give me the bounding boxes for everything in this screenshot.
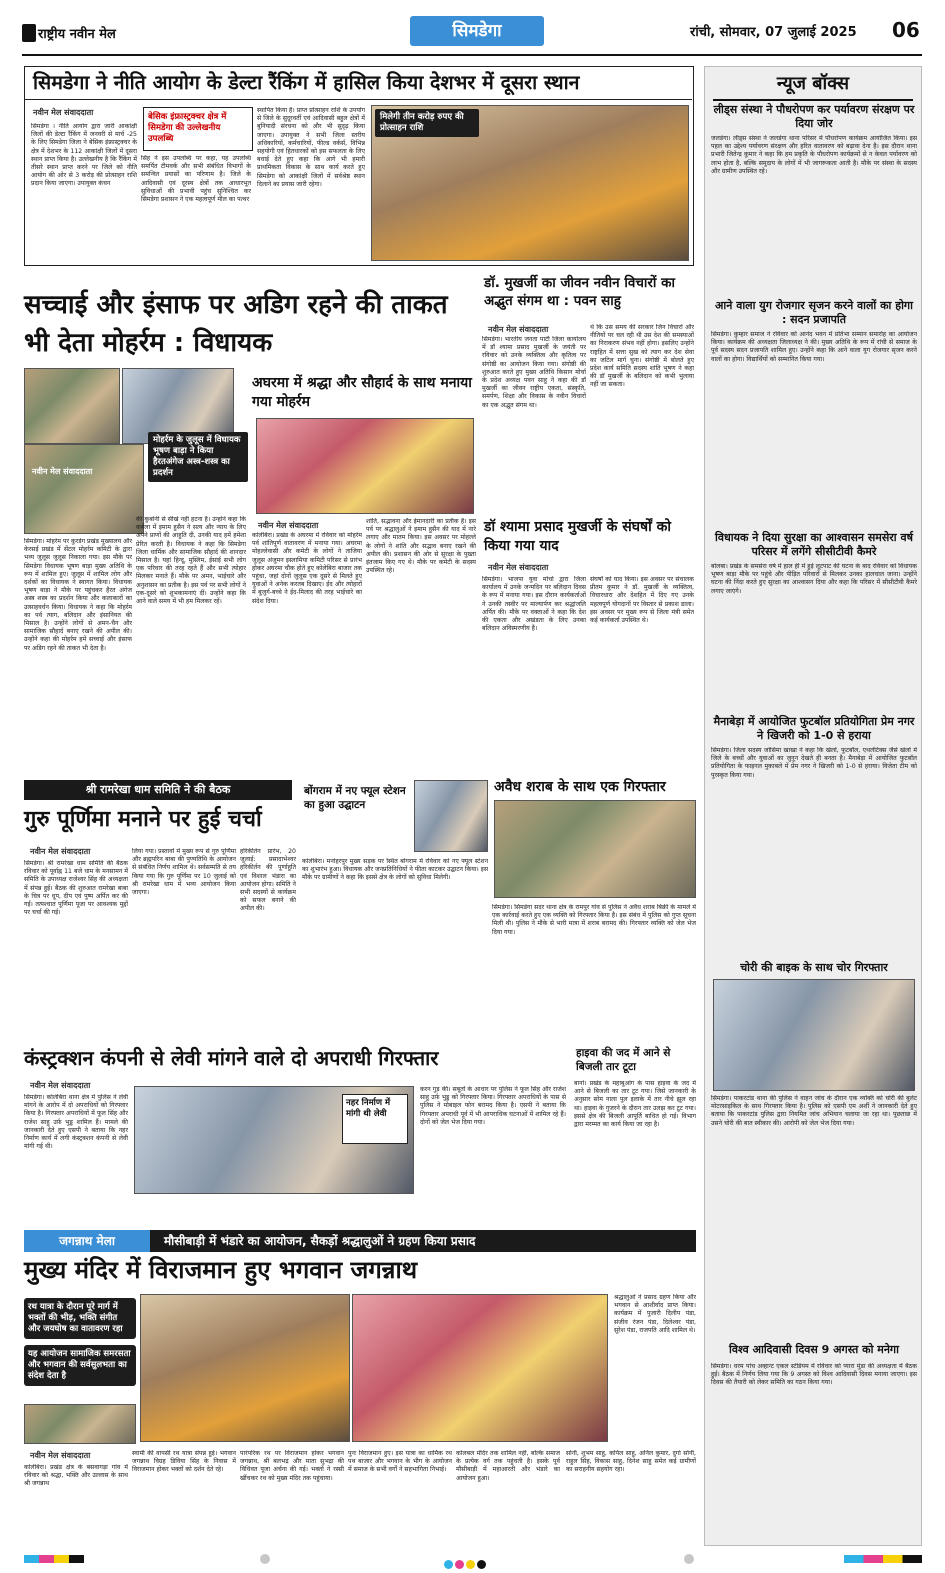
muharram-sub-text2: शांति, सद्भावना और ईमानदारी का प्रतीक है। इस पर्व पर श्रद्धालुओं ने इमाम हुसैन की याद में नारे लगाए और मातम किया। इस अवसर पर मोहल्ले के लोगों ने शांति और सद्भाव बनाए रखने की अपील की। प्रशासन की ओर से सुरक्षा के पुख्ता इंतजाम किए गए थे। मौके पर कमेटी के सदस्य उपस्थित रहे। — [366, 518, 476, 575]
news-item-1-title: लीड्स संस्था ने पौधरोपण कर पर्यावरण संरक्षण पर दिया जोर — [713, 103, 915, 130]
jagannath-text1: कोलेबिरा। प्रखंड क्षेत्र के बसवागड़ा गांव में रविवार को श्रद्धा, भक्ति और उल्लास के साथ श्री जगन्नाथ — [24, 1464, 128, 1488]
jagannath-text4: पुनः विराजमान हुए। इस यात्रा का धार्मिक रथ पथ बाजार और भगवान के भीग के आयोजन में समाज के सभी वर्गों ने सहभागिता निभाई। — [348, 1450, 452, 1474]
jagannath-bar — [24, 1230, 696, 1252]
hywa-text: बानो। प्रखंड के महाबुआंग के पास हाइवा के जद में आने से बिजली का तार टूट गया। जिसे जानकारी के अनुसार सोम नाला पुल इलाके में तार नीचे झूल रहा था। हाइवा के गुजरने के दौरान तार उलझ कर टूट गया। इससे क्षेत्र की बिजली आपूर्ति बाधित हो गई। विभाग द्वारा मरम्मत का कार्य किया जा रहा है। — [574, 1080, 696, 1129]
cyan-dot — [444, 1560, 453, 1569]
liquor-photo — [494, 800, 696, 898]
guru-strip-text: श्री रामरेखा धाम समिति ने की बैठक — [85, 783, 231, 796]
news-item-4-title: मैनाबेड़ा में आयोजित फुटबॉल प्रतियोगिता प्रेम नगर ने खिजरी को 1-0 से हराया — [713, 715, 915, 742]
jagannath-photo-devotees — [352, 1294, 608, 1442]
levy-photo-caption — [342, 1094, 408, 1144]
color-bar-right — [844, 1555, 922, 1563]
registration-dot-right — [684, 1554, 694, 1564]
jagannath-bullet-2 — [24, 1345, 136, 1386]
news-box-title: न्यूज बॉक्स — [713, 67, 913, 101]
masthead-rule — [22, 54, 922, 56]
lead-headline-rule — [25, 99, 692, 100]
levy-byline: नवीन मेल संवाददाता — [30, 1081, 91, 1090]
news-item-5-text: सिमडेगा। पाकरटांड थाना की पुलिस ने वाहन जांच के दौरान एक व्यक्ति को चोरी की बुलेट मोटरसाइकिल के साथ गिरफ्तार किया है। पुलिस को एसपी एम अर्शी ने जानकारी देते हुए बताया कि पाकरटांड पुलिस द्वारा नियमित जांच अभियान चलाया जा रहा था। पूछताछ में उसने चोरी की बात स्वीकार की। आरोपी को जेल भेज दिया गया। — [711, 1095, 917, 1127]
guru-byline: नवीन मेल संवाददाता — [30, 847, 91, 856]
muharram-sub-photo — [256, 418, 474, 514]
jagannath-label — [24, 1230, 150, 1252]
news-item-5-photo — [713, 979, 915, 1091]
levy-text2: करन गुड़ की। सबूतों के आधार पर पुलिस ने फूल सिंह और राजेश साहु उर्फ़ भुड्ड को गिरफ्तार किया। गिरफ्तार अपराधियों के पास से पुलिस ने मोबाइल फोन बरामद किया है। एसपी ने बताया कि गिरफ्तार अपराधी पूर्व में भी आपराधिक घटनाओं में शामिल रहे हैं। दोनों को जेल भेज दिया गया। — [420, 1086, 566, 1126]
section-tab — [410, 16, 544, 46]
mukherjee2-text1: सिमडेगा। भाजपा युवा मोर्चा द्वारा जिला कार्यालय में उनके जन्मदिन पर बलिदान दिवस के रूप में मनाया गया। इस दौरान कार्यकर्ताओं ने उनकी तस्वीर पर माल्यार्पण कर श्रद्धांजलि अर्पित की। मौके पर वक्ताओं ने कहा कि देश की एकता और अखंडता के लिए उनका बलिदान अविस्मरणीय है। — [482, 576, 586, 633]
bongram-photo — [414, 780, 488, 852]
magenta-dot — [455, 1560, 464, 1569]
mukherjee2-headline: डॉ श्यामा प्रसाद मुखर्जी के संघर्षों को किया गया याद — [484, 519, 671, 554]
section-title: सिमडेगा — [452, 21, 502, 41]
guru-text3: हरिकीर्तन प्रारंभ, 20 जुलाई: प्रसादाभेश्वर हरिकीर्तन की पूर्णाहुति एवं विशाल भंडारा का आयोजन होगा। समिति ने सभी सदस्यों से कार्यक्रम को सफल बनाने की अपील की। — [240, 848, 296, 913]
jagannath-photo-chariot — [140, 1294, 350, 1442]
jagannath-headline: मुख्य मंदिर में विराजमान हुए भगवान जगन्नाथ — [24, 1256, 418, 1284]
news-item-6-title: विश्व आदिवासी दिवस 9 अगस्त को मनेगा — [729, 1343, 899, 1356]
news-box — [704, 66, 922, 1546]
levy-photo-caption-text: नहर निर्माण में मांगी थी लेवी — [346, 1098, 391, 1119]
guru-text1: सिमडेगा। श्री रामरेखा धाम समिति की बैठक रविवार को पूर्वाह्न 11 बजे धाम के मनसामन में समिति के उपाध्यक्ष राजेश्वर सिंह की अध्यक्षता में संपन्न हुई। बैठक की शुरुआत रामरेखा बाबा के चित्र पर धूप, दीप एवं पुष्प अर्पित कर की गई। तत्पश्चात पूर्णिमा पूजा पर आवश्यक मुद्दों पर चर्चा की गई। — [24, 860, 128, 917]
jagannath-text7: सोनी, शुभम साहु, कपिल साहु, अनिल कुमार, दुर्गा सोनी, राहुल सिंह, विकास साहु, दिनेश साहु समेत कई ग्रामीणों का सराहनीय सहयोग रहा। — [566, 1450, 696, 1474]
jagannath-photo-people — [24, 1404, 136, 1444]
guru-strip — [24, 780, 292, 800]
jagannath-kicker: मौसीबाड़ी में भंडारे का आयोजन, सैकड़ों श्रद्धालुओं ने ग्रहण किया प्रसाद — [164, 1234, 476, 1248]
dateline: रांची, सोमवार, 07 जुलाई 2025 — [690, 25, 857, 40]
guru-text2: लिया गया। प्रस्तावों में मुख्य रूप से गुरु पूर्णिमा और ब्रह्मपरिन बाबा की पुण्यतिथि के आयोजन से संबंधित निर्णय शामिल थे। सर्वसम्मति से तय किया गया कि गुरु पूर्णिमा पर 10 जुलाई को श्री रामरेखा धाम में भव्य आयोजन किया जाएगा। — [132, 848, 236, 897]
muharram-sub-headline: अघरमा में श्रद्धा और सौहार्द के साथ मनाया गया मोहर्रम — [252, 375, 472, 410]
bongram-text: कोलेबिरा। मनोहरपुर मुख्य सड़क पर स्थित बोंगराम में रविवार को नए फ्यूल स्टेशन का शुभारंभ हुआ। विधायक और जनप्रतिनिधियों ने फीता काटकर उद्घाटन किया। इस मौके पर ग्रामीणों ने कहा कि इससे क्षेत्र के लोगों को सुविधा मिलेगी। — [302, 858, 488, 882]
muharram-sub-text1: कोलेबिरा। प्रखंड के अघरमा में रविवार को मोहर्रम पर्व शांतिपूर्ण वातावरण में मनाया गया। अघरमा मोहल्लेवासी और कमेटी के लोगों ने ताजिया जुलूस अंजुमन इस्लामिया कमिटी परिसर से प्रारंभ होकर अघरमा चौक होते हुए कोलेबिरा बाजार तक पहुंचा, जहां दोनों जुलूस एक दूसरे से मिलते हुए युवाओं ने अनेक करतब दिखाए। ईद और त्योहारों में बुजुर्ग-बच्चे ने ईद-मिलाद की तरह भाईचारे का संदेश दिया। — [252, 532, 362, 605]
mukherjee-byline: नवीन मेल संवाददाता — [488, 325, 549, 334]
jagannath-text6: श्रद्धालुओं ने प्रसाद ग्रहण किया और भगवान से आशीर्वाद प्राप्त किया। कार्यक्रम में पुजारी दिलीप पंडा, संजीव रंजन पंडा, दिलेश्वर पंडा, सुरेश पंडा, राजपति आदि शामिल थे। — [614, 1294, 696, 1334]
levy-headline: कंस्ट्रक्शन कंपनी से लेवी मांगने वाले दो अपराधी गिरफ्तार — [24, 1046, 439, 1070]
news-item-2-title: आने वाला युग रोजगार सृजन करने वालों का होगा : सदन प्रजापति — [715, 299, 913, 326]
liquor-headline: अवैध शराब के साथ एक गिरफ्तार — [494, 779, 666, 795]
lead-photo-caption: मिलेगी तीन करोड़ रुपए की प्रोत्साहन राशि — [375, 109, 479, 137]
lead-col2: सिंह ने इस उपलब्धि पर कहा, यह उपलब्धि समर्पित टीमवर्क और सभी संबंधित विभागों के समन्वित प्रयासों का परिणाम है। जिले के आदिवासी एवं दूरस्थ क्षेत्रों तक आधारभूत सुविधाओं की प्रभावी पहुंच सुनिश्चित कर सिमडेगा प्रशासन ने एक महत्वपूर्ण मील का पत्थर — [141, 155, 251, 204]
page-number: 06 — [892, 18, 920, 42]
mukherjee-text2: थे कि उस समय की सरकार जिन विचारों और नीतियों पर चल रही थी उस देश की समस्याओं का निराकरण संभव नहीं होगा। इसलिए उन्होंने राष्ट्रहित में सत्ता सुख को त्याग कर देश सेवा का जटिल मार्ग चुना। संगोष्ठी में बोलते हुए प्रदेश कार्य समिति सदस्य शांति भूषण ने कहा की डॉ मुखर्जी के बलिदान को कभी भुलाया नहीं जा सकता। — [590, 324, 694, 389]
jagannath-text5: कोलबल मंदिर तक शामिल नहीं, बल्कि समाज के प्रत्येक वर्ग तक पहुंचती है। इसके पूर्व मौसीबाड़ी में महाआरती और भंडारे का आयोजन हुआ। — [456, 1450, 560, 1482]
news-item-6-text: सिमडेगा। धरम पांच अव्हान्ट एकल स्टेडियम में रविवार को प्यारा मुंडा की अध्यक्षता में बैठक हुई। बैठक में निर्णय लिया गया कि 9 अगस्त को विश्व आदिवासी दिवस मनाया जाएगा। इस दिवस की तैयारी को लेकर समिति का गठन किया गया। — [711, 1363, 917, 1387]
jagannath-bullet-1-text: रथ यात्रा के दौरान पूरे मार्ग में भक्तों की भीड़, भक्ति संगीत और जयघोष का वातावरण रहा — [28, 1302, 123, 1334]
yellow-dot — [466, 1560, 475, 1569]
jagannath-label-text: जगन्नाथ मेला — [59, 1234, 115, 1248]
lead-story — [24, 66, 694, 266]
mukherjee2-text2: संघर्षों को याद किया। इस अवसर पर संचालक प्रीतम कुमार ने डॉ. मुखर्जी के व्यक्तित्व, विचारधारा और देशहित में दिए गए उनके महत्वपूर्ण योगदानों पर विस्तार से प्रकाश डाला। इस अवसर पर मुख्य रूप से जिला मंत्री समेत कई कार्यकर्ता उपस्थित थे। — [590, 576, 694, 625]
paper-logo-mark — [22, 24, 36, 42]
guru-headline: गुरु पूर्णिमा मनाने पर हुई चर्चा — [24, 807, 262, 832]
jagannath-bullets — [24, 1298, 136, 1386]
masthead — [22, 10, 922, 60]
news-item-1-text: जलडेगा। लीड्स संस्था ने जलडेगा थाना परिसर में पौधरोपण कार्यक्रम आयोजित किया। इस पहल का उद्देश्य पर्यावरण संरक्षण और हरित वातावरण को बढ़ावा देना है। इस दौरान थाना प्रभारी जितेन्द्र कुमार ने कहा कि हम प्रकृति के पौधरोपण कार्यक्रमों से न केवल पर्यावरण को लाभ होता है, बल्कि समुदाय के लोगों में भी जागरूकता आती है। मौके पर संस्था के सदस्य और ग्रामीण उपस्थित रहे। — [711, 135, 917, 175]
mukherjee-headline: डॉ. मुखर्जी का जीवन नवीन विचारों का अद्भुत संगम था : पवन साहु — [484, 275, 675, 309]
muharram-text1: सिमडेगा। मोहर्रम पर कुरडेग प्रखंड मुख्यालय और केरसई प्रखंड में सेंटल मोहर्रम कमिटी के द्वारा भव्य जुलूस जुलूस निकाला गया। इस मौके पर सिमडेगा विधायक भूषण बाड़ा मुख्य अतिथि के रूप में शामिल हुए। जुलूस में शामिल लोग और दर्शकों का विधायक ने स्वागत किया। विधायक भूषण बाड़ा ने मौके पर पहुंचकर हैरत अंगेज अस्त्र शस्त्र का प्रदर्शन किया और कलाकारों का उत्साहवर्धन किया। विधायक ने कहा कि मोहर्रम का पर्व त्याग, बलिदान और इंसानियत की मिसाल है। उन्होंने लोगों से अमन-चैन और सामाजिक सौहार्द बनाए रखने की अपील की। उन्होंने कहा की मोहर्रम हमें सच्चाई और इंसाफ पर अडिग रहने की ताकत भी देता है। — [24, 538, 132, 652]
news-item-3-title: विधायक ने दिया सुरक्षा का आश्वासन समसेरा वर्ष परिसर में लगेंगे सीसीटीवी कैमरे — [715, 531, 913, 558]
paper-name: राष्ट्रीय नवीन मेल — [38, 27, 116, 42]
footer-registration — [24, 1552, 922, 1566]
muharram-photo-crowd — [24, 444, 144, 534]
color-bar-left — [24, 1555, 84, 1563]
black-dot — [477, 1560, 486, 1569]
lead-headline: सिमडेगा ने नीति आयोग के डेल्टा रैंकिंग में हासिल किया देशभर में दूसरा स्थान — [33, 71, 580, 94]
jagannath-bullet-1 — [24, 1298, 136, 1339]
muharram-photo-caption: मोहर्रम के जुलूस में विधायक भूषण बाड़ा ने किया हैरतअंगेज अस्त्र-शस्त्र का प्रदर्शन — [148, 432, 248, 482]
muharram-text2: की कुर्बानी से सीखे नहीं हटना है। उन्होंने कहा कि कर्बला में इमाम हुसैन ने सत्य और न्याय के लिए अपने प्राणों की आहुति दी, उनकी याद हमें हमेशा प्रेरित करती है। विधायक ने कहा कि सिमडेगा जिला धार्मिक और सामाजिक सौहार्द की शानदार मिसाल है। यहां हिन्दू, मुस्लिम, ईसाई सभी लोग एक परिवार की तरह रहते हैं और सभी त्योहार मिलकर मनाते हैं। मौके पर अमन, भाईचारे और अनुशासन का प्रतीक है। इस पर्व पर सभी लोगों ने एक-दूसरे को शुभकामनाएं दीं। उन्होंने कहा कि आने वाले समय में भी हम मिलकर रहें। — [136, 516, 246, 606]
lead-col1: सिमडेगा । नीति आयोग द्वारा जारी आकांक्षी जिलों की डेल्टा रैंकिंग में जनवरी से मार्च -25 के लिए सिमडेगा जिला ने बेसिक इंफ्रास्ट्रक्चर के क्षेत्र में देशभर के 112 आकांक्षी जिलों में दूसरा स्थान प्राप्त किया है। उल्लेखनीय है कि रैंकिंग में तीसरे स्थान प्राप्त करने पर जिले को नीति आयोग की ओर से 3 करोड़ की प्रोत्साहन राशि प्रदान किया जाएगा। उपायुक्त कंचन — [31, 123, 137, 188]
muharram-byline: नवीन मेल संवाददाता — [32, 467, 93, 476]
jagannath-byline: नवीन मेल संवाददाता — [30, 1451, 91, 1460]
bongram-headline: बोंगराम में नए फ्यूल स्टेशन का हुआ उद्घाटन — [304, 785, 406, 811]
jagannath-text2: स्वामी की वापसी रथ यात्रा संपन्न हुई। भगवान जगन्नाथ विग्रह डिविया सिंह के निवास में विराजमान होकर भक्तों को दर्शन देते रहे। — [132, 1450, 236, 1474]
muharram-headline: सच्चाई और इंसाफ पर अडिग रहने की ताकत भी देता मोहर्रम : विधायक — [24, 290, 448, 358]
news-item-3-text: बोलबा। प्रखंड के समसेरा वर्ष में हाल ही में हुई लूटपाट की घटना के बाद रविवार को विधायक भूषण बाड़ा मौके पर पहुंचे और पीड़ित परिवारों से मिलकर उनका हालचाल जाना। उन्होंने घटना की निंदा करते हुए सुरक्षा का आश्वासन दिया और कहा कि परिसर में सीसीटीवी कैमरे लगाए जाएंगे। — [711, 563, 917, 595]
color-dots-center — [444, 1554, 488, 1573]
liquor-text: सिमडेगा। सिमडेगा सदर थाना क्षेत्र के रामपुर गांव से पुलिस ने अवैध शराब बिक्री के मामले में एक कार्रवाई करते हुए एक व्यक्ति को गिरफ्तार किया है। इस संबंध में पुलिस को गुप्त सूचना मिली थी। पुलिस ने मौके से भारी मात्रा में शराब बरामद की। गिरफ्तार व्यक्ति को जेल भेज दिया गया। — [492, 904, 696, 936]
hywa-headline: हाइवा की जद में आने से बिजली तार टूटा — [576, 1047, 671, 1073]
lead-col3: स्थापित किया है। प्राप्त प्रोत्साहन राशि के उपयोग से जिले के सुदूरवर्ती एवं आदिवासी बहुल क्षेत्रों में बुनियादी संरचना को और भी सुदृढ़ किया जाएगा। उपायुक्त ने सभी जिला स्तरीय अधिकारियों, कर्मचारियों, फील्ड वर्कर्स, विभिन्न सहयोगी एवं हितधारकों को इस सफलता के लिए बधाई देते हुए कहा कि आगे भी हमारी प्राथमिकता विकास के साथ कार्य करते हुए सिमडेगा को आकांक्षी जिलों में सर्वश्रेष्ठ स्थान दिलाने का प्रयास जारी रहेगा। — [257, 107, 365, 188]
muharram-photo-group — [24, 368, 120, 444]
levy-text1: सिमडेगा। कोलेबिरा थाना क्षेत्र में पुलिस ने लेवी मांगने के आरोप में दो अपराधियों को गिरफ्तार किया है। गिरफ्तार अपराधियों में फूल सिंह और राजेश साहु उर्फ़ भुड्ड शामिल हैं। मामले की जानकारी देते हुए एसपी ने बताया कि नहर निर्माण कार्य में लगी कंस्ट्रक्शन कंपनी से लेवी मांगी गई थी। — [24, 1094, 128, 1151]
news-item-2-text: सिमडेगा। कुम्हार समाज ने रविवार को आनंद भवन में प्रतिभा सम्मान समारोह का आयोजन किया। कार्यक्रम की अध्यक्षता जिलाध्यक्ष ने की। मुख्य अतिथि के रूप में रांची से समाज के पूर्व सदस्य सदन प्रजापति शामिल हुए। उन्होंने कहा कि आने वाला युग रोजगार सृजन करने वालों का होगा। विद्यार्थियों को सम्मानित किया गया। — [711, 331, 917, 363]
lead-callout-text: बेसिक इंफ्रास्ट्रक्चर क्षेत्र में सिमडेगा की उल्लेखनीय उपलब्धि — [148, 112, 227, 144]
registration-dot-left — [260, 1554, 270, 1564]
mukherjee-text1: सिमडेगा। भारतीय जनता पार्टी जिला कार्यालय में डॉ श्यामा प्रसाद मुखर्जी के जयंती पर रविवार को उनके व्यक्तित्व और कृतित्व पर संगोष्ठी का आयोजन किया गया। संगोष्ठी की शुरुआत करते हुए मुख्य अतिथि किसान मोर्चा के प्रदेश अध्यक्ष पवन साहु ने कहा की डॉ मुखर्जी का जीवन राष्ट्रीय एकता, संस्कृति, समर्पण, शिक्षा और विकास के नवीन विचारों का एक अद्भुत संगम था। — [482, 336, 586, 409]
news-item-5-title: चोरी की बाइक के साथ चोर गिरफ्तार — [740, 961, 888, 974]
lead-byline: नवीन मेल संवाददाता — [33, 108, 94, 117]
muharram-sub-byline: नवीन मेल संवाददाता — [258, 521, 319, 530]
lead-callout — [143, 107, 253, 151]
mukherjee2-byline: नवीन मेल संवाददाता — [488, 563, 549, 572]
jagannath-text3: पारंपरिक रथ पर विराजमान होकर भगवान जगन्नाथ, श्री बलभद्र और माता सुभद्रा की विधिवत पूजा अर्चना की गई। भक्तों ने रस्सी खींचकर रथ को मुख्य मंदिर तक पहुंचाया। — [240, 1450, 344, 1482]
news-item-4-text: सिमडेगा। जिला सदस्य जोसिमा खाखा ने कहा कि खेलों, फुटबॉल, एथलेटिक्स जैसे खेलों में जिले के बच्चों और युवाओं का जुनून देखते ही बनता है। मैनाबेड़ा में आयोजित फुटबॉल प्रतियोगिता के फाइनल मुकाबले में प्रेम नगर ने खिजरी को 1-0 से हराया। विजेता टीम को पुरस्कृत किया गया। — [711, 747, 917, 779]
jagannath-bullet-2-text: यह आयोजन सामाजिक समरसता और भगवान की सर्वसुलभता का संदेश देता है — [28, 1349, 131, 1381]
